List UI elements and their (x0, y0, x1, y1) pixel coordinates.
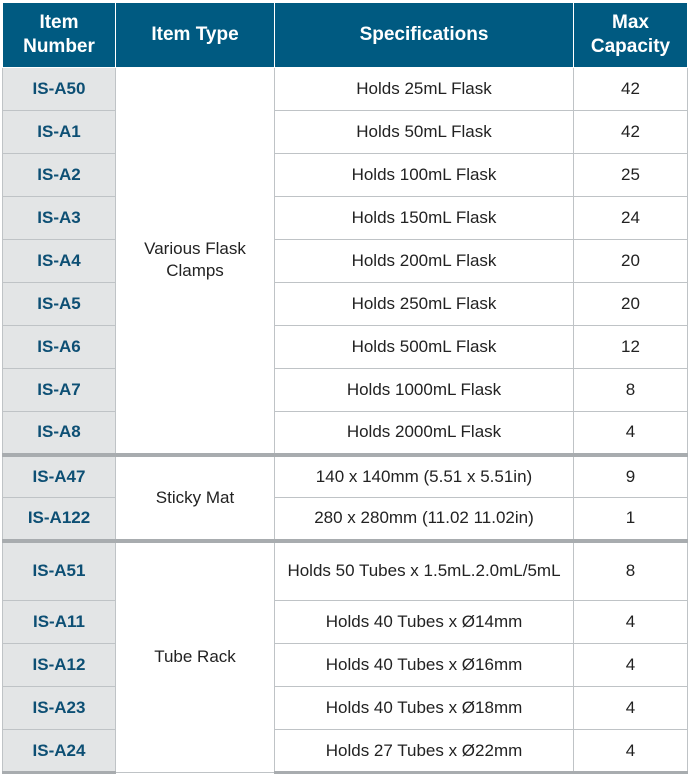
table-row (3, 541, 688, 601)
item-number-cell: IS-A50 (3, 68, 116, 111)
item-number-cell: IS-A3 (3, 197, 116, 240)
spec-cell: 140 x 140mm (5.51 x 5.51in) (275, 455, 574, 498)
item-number-cell: IS-A1 (3, 111, 116, 154)
capacity-cell: 4 (574, 644, 688, 687)
spec-cell: Holds 40 Tubes x Ø16mm (275, 644, 574, 687)
spec-cell: Holds 100mL Flask (275, 154, 574, 197)
product-spec-table (2, 2, 688, 774)
capacity-cell: 20 (574, 240, 688, 283)
table-row (3, 601, 688, 644)
table-row (3, 455, 688, 498)
item-number-cell: IS-A47 (3, 455, 116, 498)
table-row (3, 369, 688, 412)
capacity-cell: 12 (574, 326, 688, 369)
capacity-cell: 9 (574, 455, 688, 498)
table-row (3, 240, 688, 283)
table-row (3, 111, 688, 154)
spec-cell: 280 x 280mm (11.02 11.02in) (275, 498, 574, 541)
capacity-cell: 4 (574, 730, 688, 773)
table-row (3, 687, 688, 730)
item-number-cell: IS-A5 (3, 283, 116, 326)
spec-cell: Holds 40 Tubes x Ø18mm (275, 687, 574, 730)
header-max-capacity: Max Capacity (574, 3, 688, 68)
item-type-cell: Sticky Mat (116, 455, 275, 541)
item-number-cell: IS-A122 (3, 498, 116, 541)
header-specifications: Specifications (275, 3, 574, 68)
table-row (3, 730, 688, 773)
spec-cell: Holds 500mL Flask (275, 326, 574, 369)
table-row (3, 412, 688, 455)
capacity-cell: 4 (574, 412, 688, 455)
spec-cell: Holds 27 Tubes x Ø22mm (275, 730, 574, 773)
spec-cell: Holds 50 Tubes x 1.5mL.2.0mL/5mL (275, 541, 574, 601)
table-row (3, 644, 688, 687)
header-item-type: Item Type (116, 3, 275, 68)
capacity-cell: 20 (574, 283, 688, 326)
spec-cell: Holds 250mL Flask (275, 283, 574, 326)
table-row (3, 326, 688, 369)
item-number-cell: IS-A4 (3, 240, 116, 283)
capacity-cell: 25 (574, 154, 688, 197)
spec-cell: Holds 50mL Flask (275, 111, 574, 154)
table-row (3, 68, 688, 111)
item-number-cell: IS-A8 (3, 412, 116, 455)
table-row (3, 154, 688, 197)
spec-cell: Holds 2000mL Flask (275, 412, 574, 455)
item-number-cell: IS-A7 (3, 369, 116, 412)
capacity-cell: 4 (574, 687, 688, 730)
capacity-cell: 1 (574, 498, 688, 541)
spec-cell: Holds 200mL Flask (275, 240, 574, 283)
item-type-cell: Tube Rack (116, 541, 275, 773)
table-row (3, 197, 688, 240)
capacity-cell: 42 (574, 111, 688, 154)
capacity-cell: 8 (574, 541, 688, 601)
item-number-cell: IS-A24 (3, 730, 116, 773)
spec-cell: Holds 150mL Flask (275, 197, 574, 240)
table-row (3, 283, 688, 326)
table-row (3, 498, 688, 541)
item-number-cell: IS-A23 (3, 687, 116, 730)
spec-cell: Holds 40 Tubes x Ø14mm (275, 601, 574, 644)
capacity-cell: 42 (574, 68, 688, 111)
header-item-number: Item Number (3, 3, 116, 68)
spec-cell: Holds 25mL Flask (275, 68, 574, 111)
item-number-cell: IS-A12 (3, 644, 116, 687)
item-type-cell: Various Flask Clamps (116, 68, 275, 455)
item-number-cell: IS-A11 (3, 601, 116, 644)
capacity-cell: 24 (574, 197, 688, 240)
capacity-cell: 8 (574, 369, 688, 412)
item-number-cell: IS-A2 (3, 154, 116, 197)
spec-cell: Holds 1000mL Flask (275, 369, 574, 412)
capacity-cell: 4 (574, 601, 688, 644)
item-number-cell: IS-A6 (3, 326, 116, 369)
item-number-cell: IS-A51 (3, 541, 116, 601)
